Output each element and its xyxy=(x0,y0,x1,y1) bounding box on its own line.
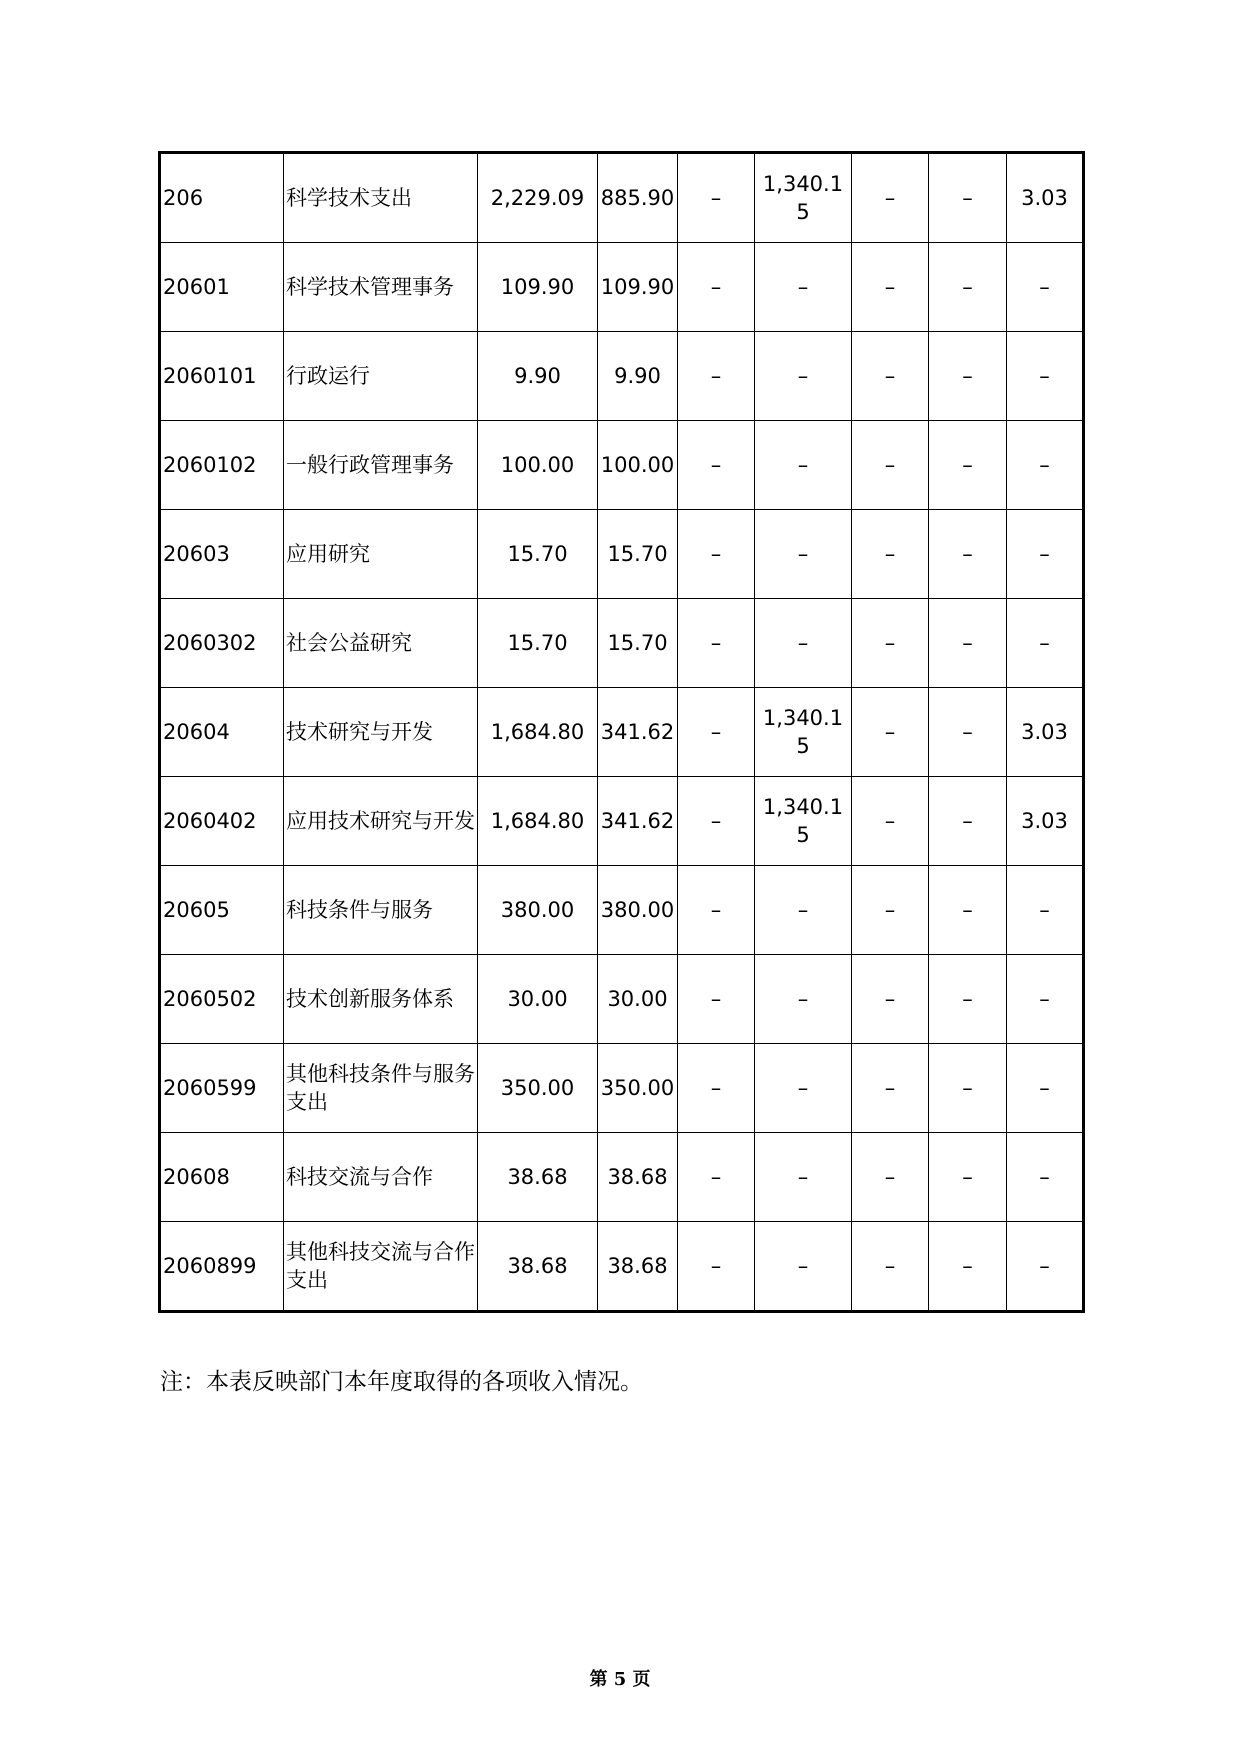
cell-total: 109.90 xyxy=(478,243,598,332)
cell-col5: – xyxy=(852,1222,929,1312)
cell-col7: – xyxy=(1007,955,1084,1044)
cell-total: 30.00 xyxy=(478,955,598,1044)
cell-col2: 341.62 xyxy=(598,688,678,777)
cell-code: 20603 xyxy=(160,510,284,599)
cell-col6: – xyxy=(929,599,1007,688)
table-note: 注：本表反映部门本年度取得的各项收入情况。 xyxy=(160,1369,643,1395)
cell-total: 350.00 xyxy=(478,1044,598,1133)
cell-total: 2,229.09 xyxy=(478,153,598,243)
cell-total: 380.00 xyxy=(478,866,598,955)
cell-col6: – xyxy=(929,153,1007,243)
cell-col5: – xyxy=(852,332,929,421)
cell-col7: – xyxy=(1007,510,1084,599)
cell-col5: – xyxy=(852,1044,929,1133)
cell-col2: 38.68 xyxy=(598,1133,678,1222)
cell-col4: – xyxy=(755,955,852,1044)
table-row xyxy=(160,866,1084,955)
cell-code: 2060502 xyxy=(160,955,284,1044)
cell-name: 科学技术管理事务 xyxy=(284,243,478,332)
cell-total: 38.68 xyxy=(478,1222,598,1312)
cell-name: 一般行政管理事务 xyxy=(284,421,478,510)
cell-col3: – xyxy=(678,599,755,688)
cell-code: 20604 xyxy=(160,688,284,777)
cell-total: 1,684.80 xyxy=(478,688,598,777)
table-row xyxy=(160,421,1084,510)
cell-name: 应用技术研究与开发 xyxy=(284,777,478,866)
cell-col5: – xyxy=(852,866,929,955)
cell-col2: 15.70 xyxy=(598,599,678,688)
cell-col6: – xyxy=(929,866,1007,955)
cell-col3: – xyxy=(678,866,755,955)
cell-col5: – xyxy=(852,777,929,866)
cell-col2: 341.62 xyxy=(598,777,678,866)
cell-col3: – xyxy=(678,243,755,332)
cell-col3: – xyxy=(678,1222,755,1312)
cell-col6: – xyxy=(929,688,1007,777)
cell-code: 2060402 xyxy=(160,777,284,866)
cell-col7: – xyxy=(1007,421,1084,510)
cell-col6: – xyxy=(929,421,1007,510)
cell-code: 2060899 xyxy=(160,1222,284,1312)
cell-col4: – xyxy=(755,243,852,332)
cell-name: 技术研究与开发 xyxy=(284,688,478,777)
table-row xyxy=(160,243,1084,332)
cell-col2: 38.68 xyxy=(598,1222,678,1312)
table-row xyxy=(160,955,1084,1044)
cell-col7: – xyxy=(1007,332,1084,421)
cell-col4: 1,340.15 xyxy=(755,777,852,866)
cell-col7: – xyxy=(1007,866,1084,955)
cell-col6: – xyxy=(929,1133,1007,1222)
cell-col3: – xyxy=(678,777,755,866)
cell-col7: 3.03 xyxy=(1007,153,1084,243)
cell-col2: 350.00 xyxy=(598,1044,678,1133)
cell-code: 2060599 xyxy=(160,1044,284,1133)
cell-col6: – xyxy=(929,955,1007,1044)
cell-total: 38.68 xyxy=(478,1133,598,1222)
page-number: 第 5 页 xyxy=(589,1669,651,1690)
cell-name: 技术创新服务体系 xyxy=(284,955,478,1044)
cell-code: 20601 xyxy=(160,243,284,332)
cell-col4: – xyxy=(755,510,852,599)
cell-col4: – xyxy=(755,866,852,955)
cell-col6: – xyxy=(929,777,1007,866)
table-row xyxy=(160,777,1084,866)
cell-col2: 15.70 xyxy=(598,510,678,599)
cell-name: 科技条件与服务 xyxy=(284,866,478,955)
cell-name: 应用研究 xyxy=(284,510,478,599)
income-table xyxy=(158,151,1085,1313)
cell-col4: – xyxy=(755,1222,852,1312)
cell-col2: 109.90 xyxy=(598,243,678,332)
cell-col6: – xyxy=(929,243,1007,332)
cell-total: 100.00 xyxy=(478,421,598,510)
cell-col3: – xyxy=(678,1044,755,1133)
cell-col3: – xyxy=(678,510,755,599)
cell-col2: 30.00 xyxy=(598,955,678,1044)
cell-code: 20605 xyxy=(160,866,284,955)
cell-col4: 1,340.15 xyxy=(755,153,852,243)
cell-col3: – xyxy=(678,332,755,421)
cell-col5: – xyxy=(852,153,929,243)
cell-col5: – xyxy=(852,688,929,777)
cell-col7: – xyxy=(1007,1044,1084,1133)
cell-name: 其他科技条件与服务支出 xyxy=(284,1044,478,1133)
cell-col4: – xyxy=(755,1044,852,1133)
cell-name: 科学技术支出 xyxy=(284,153,478,243)
cell-total: 1,684.80 xyxy=(478,777,598,866)
cell-name: 科技交流与合作 xyxy=(284,1133,478,1222)
table-row xyxy=(160,688,1084,777)
cell-col5: – xyxy=(852,955,929,1044)
table-row xyxy=(160,153,1084,243)
cell-col3: – xyxy=(678,421,755,510)
cell-code: 206 xyxy=(160,153,284,243)
cell-col6: – xyxy=(929,332,1007,421)
cell-col3: – xyxy=(678,1133,755,1222)
cell-col2: 380.00 xyxy=(598,866,678,955)
cell-total: 15.70 xyxy=(478,510,598,599)
table-body xyxy=(160,153,1084,1312)
cell-code: 20608 xyxy=(160,1133,284,1222)
cell-col7: – xyxy=(1007,1222,1084,1312)
cell-col6: – xyxy=(929,510,1007,599)
cell-code: 2060302 xyxy=(160,599,284,688)
cell-total: 9.90 xyxy=(478,332,598,421)
table-row xyxy=(160,1044,1084,1133)
cell-code: 2060101 xyxy=(160,332,284,421)
cell-name: 行政运行 xyxy=(284,332,478,421)
cell-col6: – xyxy=(929,1222,1007,1312)
cell-col7: – xyxy=(1007,599,1084,688)
cell-col3: – xyxy=(678,688,755,777)
cell-name: 其他科技交流与合作支出 xyxy=(284,1222,478,1312)
cell-col7: – xyxy=(1007,1133,1084,1222)
cell-col3: – xyxy=(678,153,755,243)
cell-col4: – xyxy=(755,421,852,510)
table-row xyxy=(160,1133,1084,1222)
table-row xyxy=(160,510,1084,599)
cell-col4: – xyxy=(755,332,852,421)
cell-col7: 3.03 xyxy=(1007,688,1084,777)
cell-col4: – xyxy=(755,1133,852,1222)
cell-col7: – xyxy=(1007,243,1084,332)
cell-col5: – xyxy=(852,599,929,688)
cell-col4: – xyxy=(755,599,852,688)
cell-code: 2060102 xyxy=(160,421,284,510)
cell-col5: – xyxy=(852,421,929,510)
cell-col5: – xyxy=(852,1133,929,1222)
cell-col2: 9.90 xyxy=(598,332,678,421)
table-row xyxy=(160,1222,1084,1312)
table-row xyxy=(160,599,1084,688)
cell-col2: 100.00 xyxy=(598,421,678,510)
cell-col3: – xyxy=(678,955,755,1044)
cell-col7: 3.03 xyxy=(1007,777,1084,866)
cell-total: 15.70 xyxy=(478,599,598,688)
table-row xyxy=(160,332,1084,421)
cell-col5: – xyxy=(852,510,929,599)
cell-col2: 885.90 xyxy=(598,153,678,243)
cell-col6: – xyxy=(929,1044,1007,1133)
cell-name: 社会公益研究 xyxy=(284,599,478,688)
cell-col5: – xyxy=(852,243,929,332)
cell-col4: 1,340.15 xyxy=(755,688,852,777)
